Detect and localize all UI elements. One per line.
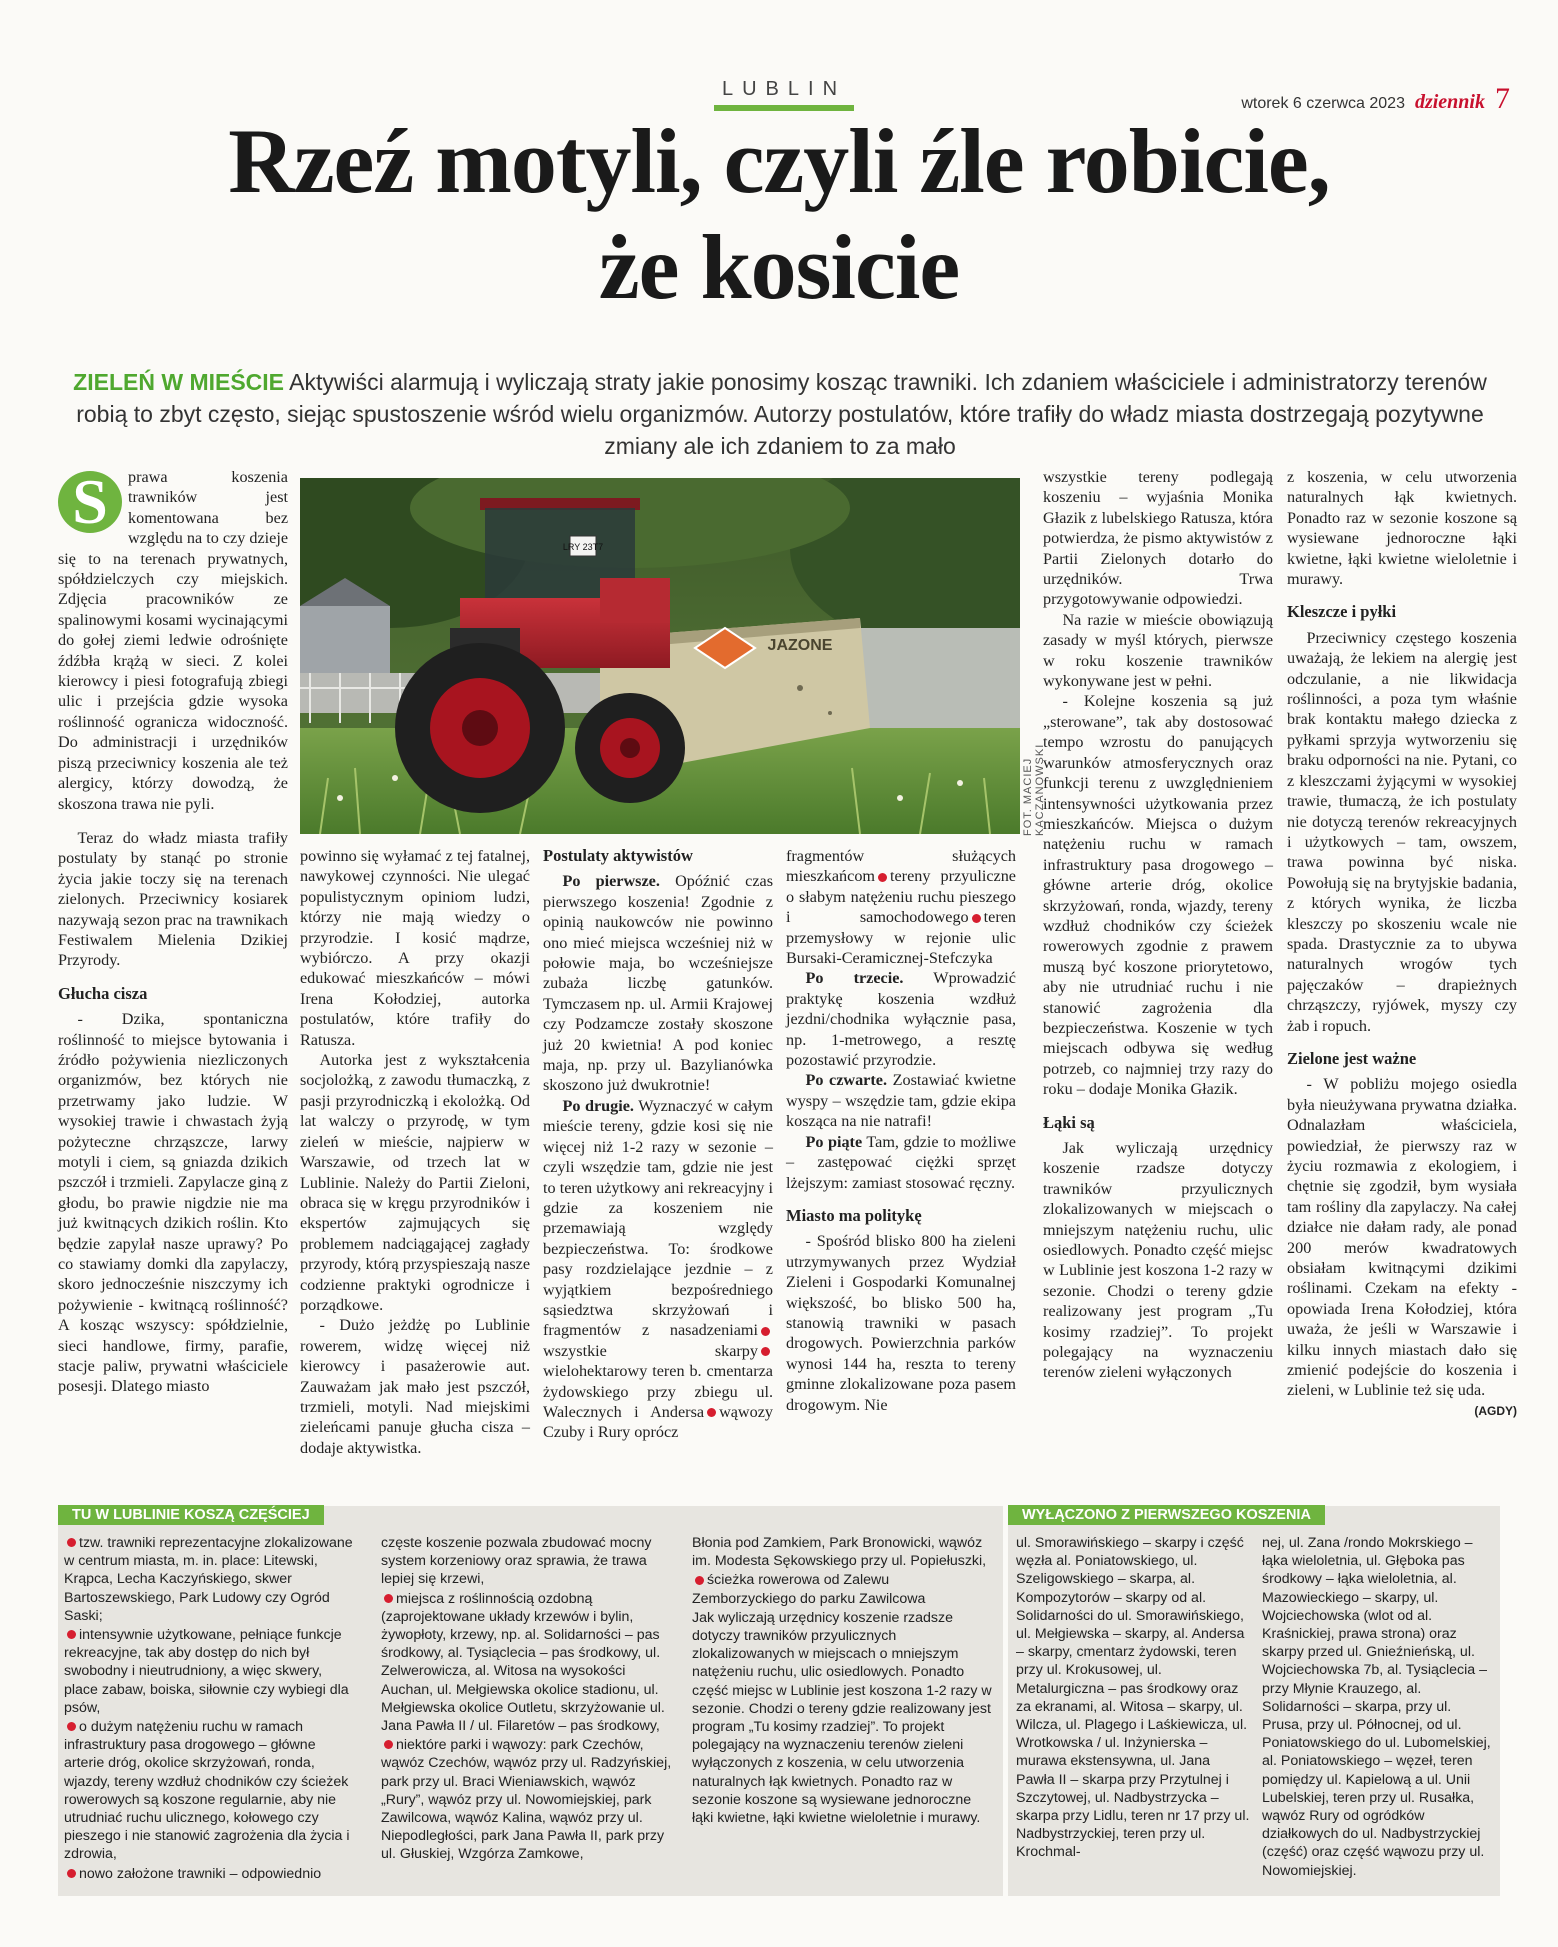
tractor-photo (300, 478, 1020, 834)
list-item: wszystkie skarpy (543, 1341, 758, 1360)
headline-line-2: że kosicie (598, 216, 960, 318)
list-item: intensywnie użytkowane, pełniące funkcje rekreacyjne, tak aby dostęp do nich był swobodny i nieutrudniony, a więc skwery, place zabaw, boiska, siłownie czy wybiegi dla psów, (64, 1627, 349, 1716)
author-signature: (AGDY) (1474, 1403, 1517, 1418)
paragraph: - Dzika, spontaniczna roślinność to miejsce bytowania i źródło pożywienia niezliczonych organizmów, bez których nie przetrwamy jako ludzie. W wysokiej trawie i chwastach żyją pożyteczne chrząszcze, larwy motyli i ciem, są gniazda dzikich pszczół i trzmieli. Zapylacze giną z głodu, bo prawie nigdzie nie ma już kwitnących dzikich roślin. Kto będzie zapylał nasze uprawy? Po co stawiamy domki dla zapylaczy, skoro jednocześnie niszczymy ich pożywienie - kwitnącą roślinność? A kosząc wszyscy: spółdzielnie, sieci handlowe, firmy, parafie, stacje paliw, prywatni właściciele posesji. Dlatego miasto (58, 1010, 288, 1396)
lead-paragraph (70, 366, 1490, 462)
subheading: Postulaty aktywistów (543, 846, 693, 865)
paragraph: Teraz do władz miasta trafiły postulaty by stanąć po stronie życia jakie toczy się na terenach zielonych. Przeciwnicy kosiarek nazywają sezon prac na trawnikach Festiwalem Mielenia Dzikiej Przyrody. (58, 828, 288, 970)
info-box-right-column-2 (1262, 1534, 1494, 1881)
bullet-dot (761, 1327, 770, 1336)
list-item: wielohektarowy teren b. cmentarza żydowskiego przy zbiegu ul. Walecznych i Andersa (543, 1362, 773, 1421)
list-item: wąwozy Czuby i Rury oprócz (543, 1402, 773, 1442)
photo-credit: FOT. MACIEJ KACZANOWSKI (1022, 743, 1046, 836)
paragraph: powinno się wyłamać z tej fatalnej, nawykowej czynności. Nie ulegać populistycznym opiniom ludzi, którzy nie mają wiedzy o przyrodzie. I kosić mądrze, wybiórczo. A przy okazji edukować mieszkańców – mówi Irena Kołodziej, autorka postulatów, które trafiły do Ratusza. (300, 847, 530, 1049)
paragraph: - Kolejne koszenia są już „sterowane”, tak aby dostosować tempo wzrostu do panujących warunków atmosferycznych oraz funkcji terenu z uwzględnieniem intensywności użytkowania przez mieszkańców. Miejsca o dużym natężeniu ruchu w ramach infrastruktury pasa drogowego – główne arterie dróg, okolice skrzyżowań, ronda, wjazdy, tereny wzdłuż chodników czy ścieżek rowerowych zgodnie z prawem muszą być koszone priorytetowo, aby nie utrudniać ruchu i nie stanowić zagrożenia dla bezpieczeństwa. Koszenie w tych miejscach odbywa się według potrzeb, co najmniej trzy razy do roku – dodaje Monika Głazik. (1043, 692, 1273, 1099)
column-5 (1043, 467, 1273, 1383)
column-4 (786, 846, 1016, 1415)
bullet-dot (972, 914, 981, 923)
list-item: ścieżka rowerowa od Zalewu Zemborzyckiego do parku Zawilcowa (692, 1572, 926, 1607)
paragraph: Zostawiać kwietne wyspy – wszędzie tam, gdzie ekipa kosząca na nie natrafi! (786, 1071, 1016, 1131)
paragraph: Autorka jest z wykształcenia socjolożką, z zawodu tłumaczką, z pasji przyrodniczką i ekolożką. Od lat walczy o przyrodę, w tym zieleń w mieście, najpierw w Warszawie, od trzech lat w Lublinie. Należy do Partii Zieloni, obraca się w kręgu przyrodników i ekspertów zajmujących się problemem nadciągającej zagłady przyrody, którą przyspieszają nasze codzienne praktyki ogrodnicze i porządkowe. (300, 1051, 530, 1314)
paragraph: Tam, gdzie to możliwe – zastępować ciężki sprzęt lżejszym: zamiast stosować ręczny. (786, 1132, 1016, 1192)
page-number: 7 (1495, 82, 1510, 115)
point-label: Po czwarte. (805, 1071, 887, 1090)
list-item: teren przemysłowy w rejonie ulic Bursaki-Ceramicznej-Stefczyka (786, 908, 1016, 968)
bullet-dot (384, 1740, 393, 1749)
info-box-right-column-1 (1016, 1534, 1252, 1863)
paragraph: Na razie w mieście obowiązują zasady w myśl których, pierwsze w roku koszenie trawników wykonywane jest w pełni. (1043, 610, 1273, 691)
list-item: fragmentów służących mieszkańcom (786, 847, 1016, 886)
column-6 (1287, 467, 1517, 1421)
point-label: Po trzecie. (805, 969, 904, 988)
headline (0, 108, 1558, 320)
paragraph: Przeciwnicy częstego koszenia uważają, że lekiem na alergię jest odczulanie, a nie likwidacja roślinności, a poza tym właśnie brak kontaktu małego dziecka z pyłkami sprzyja wytworzeniu się braku odporności na nie. Pytani, co z kleszczami żyjącymi w wysokiej trawie, tłumaczą, że ich postulaty nie dotyczą terenów rekreacyjnych i użytkowych – tam, owszem, trawa powinna być niska. Powołują się na brytyjskie badania, z których wynika, że liczba kleszczy po skoszeniu wcale nie spada. Drastycznie za to ubywa naturalnych wrogów tych pajęczaków – drapieżnych chrząszczy, ryjówek, myszy czy żab i ropuch. (1287, 628, 1517, 1035)
headline-line-1: Rzeź motyli, czyli źle robicie, (228, 110, 1330, 212)
column-1 (58, 467, 288, 1397)
subheading: Kleszcze i pyłki (1287, 602, 1397, 622)
bullet-dot (695, 1576, 704, 1585)
section-label: LUBLIN (721, 78, 847, 100)
lead-text: Aktywiści alarmują i wyliczają straty jakie ponosimy kosząc trawniki. Ich zdaniem właściciele i administratorzy terenów robią to zbyt często, siejąc spustoszenie wśród wielu organizmów. Autorzy postulatów, które trafiły do władz miasta dostrzegają pozytywne zmiany ale ich zdaniem to za mało (76, 369, 1487, 459)
paragraph: prawa koszenia trawników jest komentowana bez względu na to czy dzieje się to na terenach prywatnych, spółdzielczych czy miejskich. Zdjęcia pracowników ze spalinowymi kosami wycinającymi do gołej ziemi ledwie odrośnięte źdźbła krążą w sieci. Z kolei kierowcy i piesi fotografują zbiegi ulic i przejścia gdzie wysoka roślinność ogranicza widoczność. Do administracji i urzędników piszą przeciwnicy koszenia ale też alergicy, którzy dowodzą, że skoszona trawa nie pyli. (58, 468, 289, 813)
newspaper-logo: dziennik (1414, 91, 1485, 113)
paragraph: ul. Smorawińskiego – skarpy i część węzła al. Poniatowskiego, ul. Szeligowskiego – skarpa, al. Kompozytorów – skarpy od al. Solidarności do ul. Smorawińskiego, ul. Mełgiewska – skarpy, al. Andersa – skarpy, cmentarz żydowski, teren przy ul. Krokusowej, ul. Metalurgiczna – pas środkowy oraz za ekranami, al. Witosa – skarpy, ul. Wilcza, ul. Plagego i Laśkiewicza, ul. Wrotkowska / ul. Inżynierska – murawa ekstensywna, ul. Jana Pawła II – skarpa przy Przytulnej i Szczytowej, ul. Nadbystrzycka – skarpa przy Lidlu, teren nr 17 przy ul. Nadbystrzyckiej, teren przy ul. Krochmal- (1016, 1535, 1250, 1861)
info-box-left-column-3 (692, 1534, 992, 1828)
subheading: Głucha cisza (58, 983, 148, 1003)
paragraph: Opóźnić czas pierwszego koszenia! Zgodnie z opinią naukowców nie powinno ono mieć miejsca wcześniej niż w połowie maja, bo wcześniejsze zubaża liczbę gatunków. Tymczasem np. ul. Armii Krajowej czy Podzamcze zostały skoszone już 20 kwietnia! A pod koniec maja, np. przy ul. Bazylianówka skoszono już dwukrotnie! (543, 872, 773, 1095)
subheading: Zielone jest ważne (1287, 1048, 1417, 1068)
paragraph: wszystkie tereny podlegają koszeniu – wyjaśnia Monika Głazik z lubelskiego Ratusza, która potwierdza, że pismo aktywistów z Partii Zielonych dotarło do urzędników. Trwa przygotowywanie odpowiedzi. (1043, 468, 1273, 609)
point-label: Po pierwsze. (562, 872, 660, 891)
paragraph: - W pobliżu mojego osiedla była nieużywana prywatna działka. Odnalazłam właściciela, powiedział, że pierwszy raz w życiu rozmawia z ekologiem, i chętnie się zgodził, bym wysiała tam rośliny dla zapylaczy. Na całej działce nie dałam rady, ale ponad 200 merów kwadratowych obsiałam kwitnącymi dzikimi roślinami. Czekam na efekty - opowiada Irena Kołodziej, która uważa, że jeśli w Warszawie i kilku innych miastach dało się zmienić podejście do koszenia i zieleni, w Lublinie też się uda. (1287, 1075, 1517, 1400)
info-box-right-title: WYŁĄCZONO Z PIERWSZEGO KOSZENIA (1008, 1505, 1325, 1525)
paragraph: nej, ul. Zana /rondo Mokrskiego – łąka wieloletnia, ul. Głęboka pas środkowy – łąka wieloletnia, al. Mazowieckiego – skarpy, ul. Wojciechowska (wlot od al. Kraśnickiej, prawa strona) oraz skarpy przed ul. Gnieźnieńską, ul. Wojciechowska 7b, al. Tysiąclecia – przy Młynie Krauzego, al. Solidarności – skarpa, przy ul. Prusa, przy ul. Północnej, od ul. Poniatowskiego do ul. Lubomelskiej, al. Poniatowskiego – węzeł, teren pomiędzy ul. Kapielową a ul. Unii Lubelskiej, teren przy ul. Rusałka, wąwóz Rury od ogródków działkowych do ul. Nadbystrzyckiej (część) oraz część wąwozu przy ul. Nowomiejskiej. (1262, 1535, 1491, 1879)
bullet-dot (67, 1869, 76, 1878)
bullet-dot (67, 1630, 76, 1639)
list-item: o dużym natężeniu ruchu w ramach infrastruktury pasa drogowego – główne arterie dróg, okolice skrzyżowań, ronda, wjazdy, tereny wzdłuż chodników czy ścieżek rowerowych są koszone regularnie, aby nie utrudniać ruchu ulicznego, kołowego czy pieszego i nie stanowić zagrożenia dla życia i zdrowia, (64, 1719, 350, 1863)
list-item: tereny przyuliczne o słabym natężeniu ruchu pieszego i samochodowego (786, 867, 1016, 927)
bullet-dot (761, 1347, 770, 1356)
subheading: Miasto ma politykę (786, 1205, 922, 1225)
list-item: niektóre parki i wąwozy: park Czechów, wąwóz Czechów, wąwóz przy ul. Radzyńskiej, park przy ul. Braci Wieniawskich, wąwóz „Rury”, wąwóz przy ul. Nowomiejskiej, park Zawilcowa, wąwóz Kalina, wąwóz przy ul. Niepodległości, park Jana Pawła II, park przy ul. Głuskiej, Wzgórza Zamkowe, (381, 1737, 672, 1863)
info-box-left-column-2 (381, 1534, 673, 1865)
column-3 (543, 846, 773, 1443)
issue-date: wtorek 6 czerwca 2023 (1241, 95, 1405, 112)
point-label: Po drugie. (562, 1096, 634, 1115)
paragraph: - Spośród blisko 800 ha zieleni utrzymywanych przez Wydział Zieleni i Gospodarki Komunalnej większość, bo blisko 500 ha, stanowią trawniki w pasach drogowych. Powierzchnia parków wynosi 144 ha, reszta to tereny gminne zlokalizowane poza pasem drogowym. Nie (786, 1232, 1016, 1414)
tractor-image (300, 478, 1020, 834)
list-item: Błonia pod Zamkiem, Park Bronowicki, wąwóz im. Modesta Sękowskiego przy ul. Popiełuszki, (692, 1535, 987, 1570)
column-2 (300, 846, 530, 1458)
info-box-left-title: TU W LUBLINIE KOSZĄ CZĘŚCIEJ (58, 1505, 324, 1525)
info-box-left-column-1 (64, 1534, 359, 1884)
bullet-dot (67, 1538, 76, 1547)
list-item: nowo założone trawniki – odpowiednio (79, 1865, 322, 1882)
bullet-dot (878, 873, 887, 882)
paragraph: z koszenia, w celu utworzenia naturalnych łąk kwietnych. Ponadto raz w sezonie koszone są wysiewane jednoroczne łąki kwietne, łąki kwietne wieloletnie i murawy. (1287, 468, 1517, 589)
paragraph: - Dużo jeżdżę po Lublinie rowerem, widzę więcej niż kierowcy i pasażerowie aut. Zauważam jak mało jest pszczół, trzmieli, motyli. Nad miejskimi zieleńcami panuje głucha cisza – dodaje aktywistka. (300, 1316, 530, 1457)
paragraph: Jak wyliczają urzędnicy koszenie rzadsze dotyczy trawników przyulicznych zlokalizowanych w miejscach o mniejszym natężeniu ruchu, ulic osiedlowych. Ponadto część miejsc w Lublinie jest koszona 1-2 razy w sezonie. Chodzi o tereny gdzie realizowany jest program „Tu kosimy rzadziej”. To projekt polegający na wyznaczeniu terenów zieleni wyłączonych (1043, 1139, 1273, 1382)
implement-brand: JAZONE (767, 637, 833, 654)
paragraph: Wyznaczyć w całym mieście tereny, gdzie kosi się nie więcej niż 1-2 razy w sezonie – czyli wszędzie tam, gdzie nie jest to teren użytkowy ani rekreacyjny i gdzie za koszeniem nie przemawiają względy bezpieczeństwa. To: środkowe pasy rozdzielające jezdnie – z wyjątkiem bezpośredniego sąsiedztwa skrzyżowań i fragmentów z nasadzeniami (543, 1096, 773, 1340)
bullet-dot (384, 1594, 393, 1603)
bullet-dot (707, 1408, 716, 1417)
license-plate: LRY 23T7 (562, 542, 604, 552)
point-label: Po piąte (805, 1132, 863, 1151)
paragraph: Wprowadzić praktykę koszenia wzdłuż jezdni/chodnika wyłącznie pasa, np. 1-metrowego, a resztę pozostawić przyrodzie. (786, 969, 1016, 1070)
list-item: miejsca z roślinnością ozdobną (zaprojektowane układy krzewów i bylin, żywopłoty, krzewy, np. al. Solidarności – pas środkowy, al. Tysiąclecia – pas środkowy, ul. Zelwerowicza, al. Witosa na wysokości Auchan, ul. Mełgiewska okolice stadionu, ul. Mełgiewska okolice Outletu, skrzyżowanie ul. Jana Pawła II / ul. Filaretów – pas środkowy, (381, 1590, 665, 1735)
subheading: Łąki są (1043, 1112, 1095, 1132)
list-item: tzw. trawniki reprezentacyjne zlokalizowane w centrum miasta, m. in. place: Litewski, Krąpca, Lecha Kaczyńskiego, skwer Bartoszewskiego, Park Ludowy czy Ogród Saski; (64, 1535, 353, 1624)
lead-kicker: ZIELEŃ W MIEŚCIE (73, 369, 285, 395)
bullet-dot (67, 1722, 76, 1731)
paragraph: Jak wyliczają urzędnicy koszenie rzadsze dotyczy trawników przyulicznych zlokalizowanych w miejscach o mniejszym natężeniu ruchu, ulic osiedlowych. Ponadto część miejsc w Lublinie jest koszona 1-2 razy w sezonie. Chodzi o tereny gdzie realizowany jest program „Tu kosimy rzadziej”. To projekt polegający na wyznaczeniu terenów zieleni wyłączonych z koszenia, w celu utworzenia naturalnych łąk kwietnych. Ponadto raz w sezonie koszone są wysiewane jednoroczne łąki kwietne, łąki kwietne wieloletnie i murawy. (692, 1609, 992, 1827)
list-item: częste koszenie pozwala zbudować mocny system korzeniowy oraz sprawia, że trawa lepiej się krzewi, (381, 1535, 652, 1588)
drop-cap: S (58, 471, 122, 533)
